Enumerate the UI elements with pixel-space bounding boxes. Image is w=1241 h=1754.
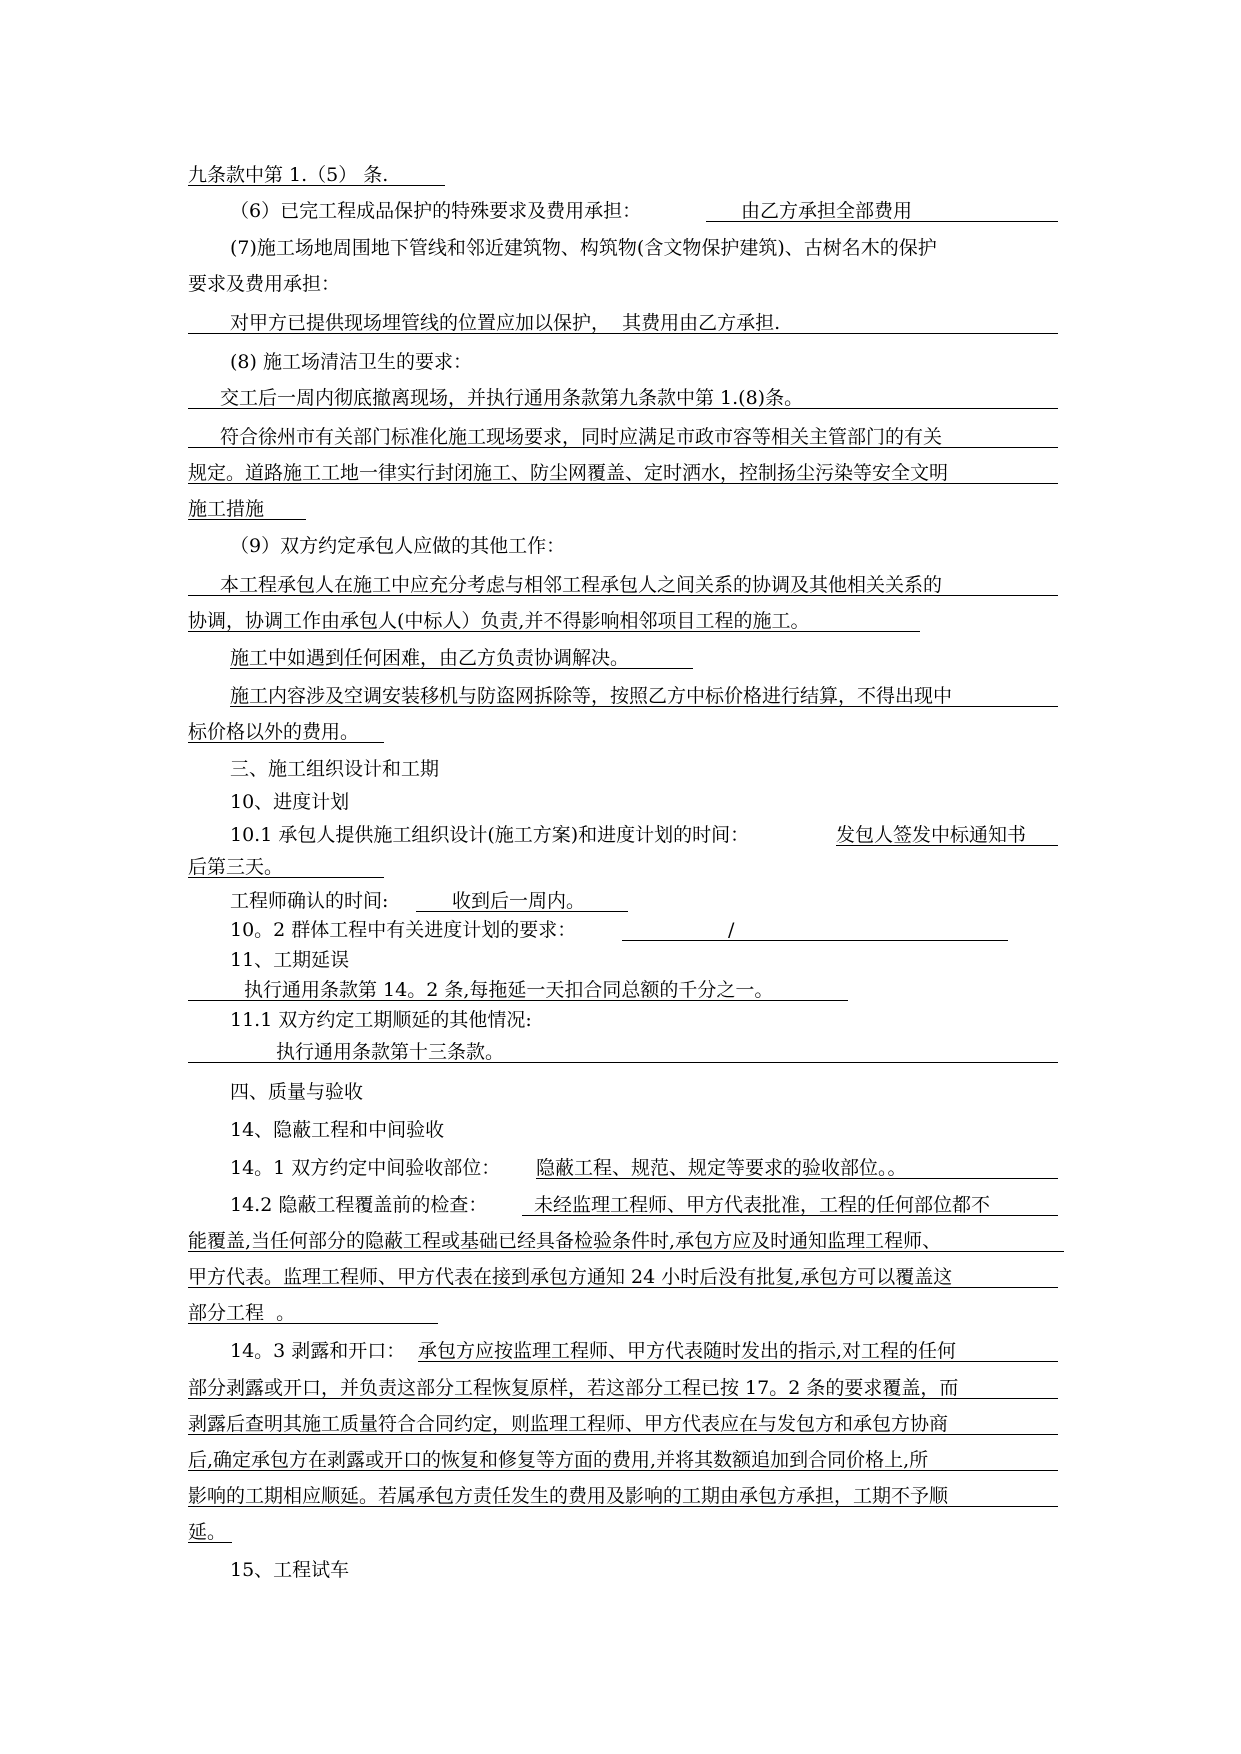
- underline: [188, 483, 1058, 484]
- text-line: 14。3 剥露和开口：: [230, 1340, 406, 1362]
- text-line: 标价格以外的费用。: [188, 721, 360, 743]
- underline: [622, 940, 1008, 941]
- underline: [188, 595, 1058, 596]
- text-line: 14、隐蔽工程和中间验收: [230, 1119, 445, 1141]
- text-line: 三、施工组织设计和工期: [230, 758, 440, 780]
- underline: [188, 742, 384, 743]
- text-line: 后第三天。: [188, 856, 284, 878]
- text-line: 未经监理工程师、甲方代表批准，工程的任何部位都不: [534, 1194, 991, 1216]
- underline: [188, 1287, 1058, 1288]
- text-line: 隐蔽工程、规范、规定等要求的验收部位。。: [536, 1157, 907, 1179]
- underline: [188, 1251, 1064, 1252]
- text-line: 施工中如遇到任何困难，由乙方负责协调解决。: [230, 647, 630, 669]
- underline: [188, 408, 1058, 409]
- text-line: 对甲方已提供现场埋管线的位置应加以保护， 其费用由乙方承担.: [230, 312, 781, 334]
- text-line: 14.2 隐蔽工程覆盖前的检查：: [230, 1194, 488, 1216]
- text-line: 延。: [188, 1521, 227, 1543]
- text-line: 11、工期延误: [230, 949, 350, 971]
- underline: [188, 447, 1058, 448]
- text-line: 由乙方承担全部费用: [741, 200, 913, 222]
- text-line: 执行通用条款第 14。2 条,每拖延一天扣合同总额的千分之一。: [244, 979, 774, 1001]
- underline: [836, 845, 1058, 846]
- underline: [416, 911, 628, 912]
- text-line: (8) 施工场清洁卫生的要求：: [230, 351, 472, 373]
- text-line: 九条款中第 1.（5） 条.: [188, 164, 389, 186]
- text-line: 承包方应按监理工程师、甲方代表随时发出的指示,对工程的任何: [418, 1340, 957, 1362]
- underline: [188, 1434, 1058, 1435]
- text-line: 14。1 双方约定中间验收部位：: [230, 1157, 501, 1179]
- underline: [188, 877, 384, 878]
- text-line: 后,确定承包方在剥露或开口的恢复和修复等方面的费用,并将其数额追加到合同价格上,所: [188, 1449, 929, 1471]
- text-line: 10。2 群体工程中有关进度计划的要求：: [230, 919, 577, 941]
- text-line: 部分工程 。: [188, 1302, 296, 1324]
- underline: [230, 668, 693, 669]
- text-line: 收到后一周内。: [452, 890, 586, 912]
- underline: [188, 1506, 1058, 1507]
- text-line: 10、进度计划: [230, 791, 350, 813]
- underline: [706, 221, 1058, 222]
- underline: [536, 1178, 1058, 1179]
- text-line: 符合徐州市有关部门标准化施工现场要求，同时应满足市政市容等相关主管部门的有关: [220, 426, 943, 448]
- text-line: (7)施工场地周围地下管线和邻近建筑物、构筑物(含文物保护建筑)、古树名木的保护: [230, 237, 937, 259]
- text-line: 执行通用条款第十三条款。: [276, 1041, 505, 1063]
- text-line: 11.1 双方约定工期顺延的其他情况:: [230, 1009, 532, 1031]
- underline: [188, 333, 1058, 334]
- underline: [188, 1000, 848, 1001]
- text-line: 交工后一周内彻底撤离现场，并执行通用条款第九条款中第 1.(8)条。: [220, 387, 804, 409]
- text-line: 剥露后查明其施工质量符合合同约定，则监理工程师、甲方代表应在与发包方和承包方协商: [188, 1413, 949, 1435]
- underline: [188, 631, 920, 632]
- underline: [418, 1361, 1058, 1362]
- text-line: /: [728, 919, 735, 941]
- text-line: 影响的工期相应顺延。若属承包方责任发生的费用及影响的工期由承包方承担，工期不予顺: [188, 1485, 949, 1507]
- text-line: 本工程承包人在施工中应充分考虑与相邻工程承包人之间关系的协调及其他相关关系的: [220, 574, 943, 596]
- text-line: 部分剥露或开口，并负责这部分工程恢复原样，若这部分工程已按 17。2 条的要求覆盖，而: [188, 1377, 959, 1399]
- text-line: 规定。道路施工工地一律实行封闭施工、防尘网覆盖、定时洒水，控制扬尘污染等安全文明: [188, 462, 949, 484]
- underline: [188, 1542, 232, 1543]
- underline: [188, 519, 306, 520]
- underline: [188, 1323, 438, 1324]
- text-line: （6）已完工程成品保护的特殊要求及费用承担：: [230, 200, 642, 222]
- text-line: （9）双方约定承包人应做的其他工作：: [230, 535, 566, 557]
- text-line: 施工内容涉及空调安装移机与防盗网拆除等，按照乙方中标价格进行结算，不得出现中: [230, 685, 953, 707]
- text-line: 甲方代表。监理工程师、甲方代表在接到承包方通知 24 小时后没有批复,承包方可以覆盖这: [188, 1266, 953, 1288]
- underline: [230, 706, 1058, 707]
- text-line: 能覆盖,当任何部分的隐蔽工程或基础已经具备检验条件时,承包方应及时通知监理工程师、: [188, 1230, 942, 1252]
- text-line: 工程师确认的时间:: [230, 890, 389, 912]
- underline: [188, 185, 445, 186]
- underline: [188, 1062, 1058, 1063]
- text-line: 施工措施: [188, 498, 265, 520]
- text-line: 10.1 承包人提供施工组织设计(施工方案)和进度计划的时间：: [230, 824, 750, 846]
- underline: [188, 1470, 1058, 1471]
- text-line: 四、质量与验收: [230, 1081, 364, 1103]
- text-line: 要求及费用承担：: [188, 273, 341, 295]
- text-line: 协调，协调工作由承包人(中标人）负责,并不得影响相邻项目工程的施工。: [188, 610, 810, 632]
- underline: [188, 1398, 1058, 1399]
- underline: [522, 1215, 1058, 1216]
- text-line: 发包人签发中标通知书: [836, 824, 1027, 846]
- text-line: 15、工程试车: [230, 1559, 350, 1581]
